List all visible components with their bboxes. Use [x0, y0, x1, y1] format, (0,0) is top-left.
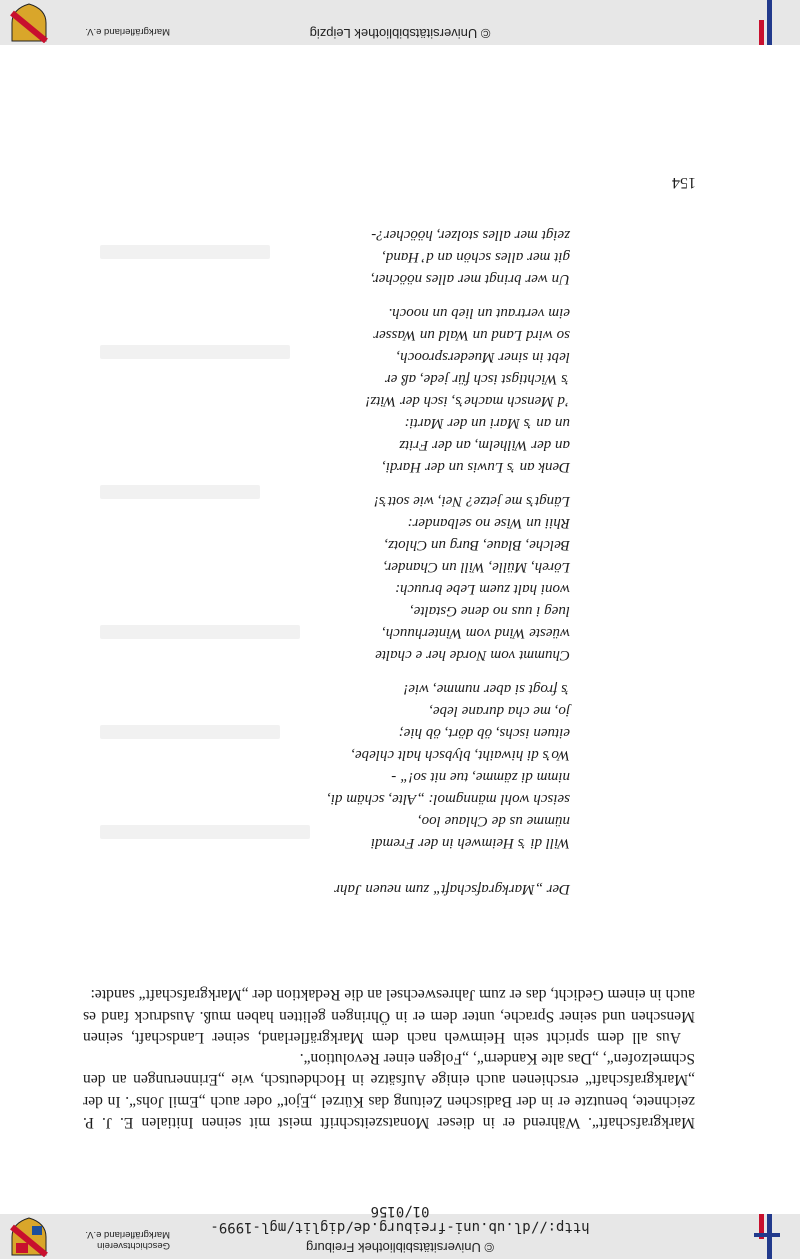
coat-of-arms-icon — [10, 1217, 48, 1257]
paragraph: Aus all dem spricht sein Heimweh nach dem Markgräflerland, seiner Landschaft, seinen Menschen und seiner Sprache, unter dem er in Öhringen gelitten haben muß. Ausdruck fand es auch in einem Gedicht, das er zum Jahreswechsel an die Redaktion der „Markgrafschaft“ sandte: — [83, 986, 695, 1046]
source-url-link[interactable]: http://dl.ub.uni-freiburg.de/diglit/mgl-1999-01/0156 — [210, 1203, 590, 1235]
society-name: Markgräflerland e.V. — [85, 26, 170, 37]
poem-line: Un wer bringt mer alles nööcher, — [370, 271, 570, 287]
bleed-through — [100, 485, 260, 499]
poem-line: eituen ischs, öb dört, öb hie; — [398, 725, 570, 741]
poem-line: Längt’s me jetze? Nei, wie sott’s! — [373, 493, 570, 509]
poem-line: Wo’s di hiwaiht, blybsch halt chlebe, — [351, 747, 570, 763]
poem-line: Belche, Blaue, Burg un Chlotz, — [384, 537, 570, 553]
poem-line: so wird Land un Wald un Wasser — [373, 327, 570, 343]
poem-line: lueg i uus no dene Gstalte, — [410, 603, 570, 619]
bleed-through — [100, 625, 300, 639]
bleed-through — [100, 825, 310, 839]
poem-line: seisch wohl männgmol: „Alte, schäm di, — [327, 791, 570, 807]
poem-line: zeigt mer alles stolzer, hööcher?- — [371, 227, 570, 243]
article-text — [83, 984, 695, 1133]
poem-line: Denk an ’s Luwis un der Hardi, — [382, 459, 570, 475]
poem-line: Löreh, Mülle, Will un Chander, — [383, 559, 570, 575]
society-name: Geschichtsverein Markgräflerland e.V. — [85, 1229, 170, 1251]
poem-line: un an ’s Mari un der Marti: — [404, 415, 570, 431]
header-banner — [0, 1203, 800, 1259]
university-logo-icon — [752, 1214, 782, 1259]
university-logo-icon — [752, 0, 782, 45]
copyright-line: © Universitätsbibliothek Freiburg — [305, 1240, 495, 1255]
poem-line: nimm di zämme, tue nit so!“ - — [391, 769, 570, 785]
poem-line: wüeste Wind vom Winterhuuch, — [381, 625, 570, 641]
poem-line: ’s Wichtigst isch für jede, aß er — [384, 371, 570, 387]
poem-line: Chummt vom Norde her e chalte — [375, 647, 570, 663]
poem-line: lebt in siner Muedersprooch, — [396, 349, 570, 365]
coat-of-arms-icon — [10, 3, 48, 43]
paragraph: Markgrafschaft“. Während er in dieser Monatszeitschrift meist mit seinen Initialen E. J. P. zeichnete, benutzte er in der Badischen Zeitung das Kürzel „Ejot“ oder auch „Emil Johs“. In der „Markgrafschaft“ erschienen auch einige Aufsätze in Hochdeutsch, wie „Erinnerungen an den Schmelzofen“, „Das alte Kandern“, „Folgen einer Revolution“. — [83, 1050, 695, 1131]
poem-line: git mer alles schön an d’ Hand, — [382, 249, 570, 265]
poem-line: nümme us de Chlaue loo, — [417, 813, 570, 829]
bleed-through — [100, 345, 290, 359]
poem-line: jo, me cha durane lebe, — [429, 703, 570, 719]
page-number: 154 — [672, 174, 696, 191]
poem-line: an der Wilhelm, an der Fritz — [399, 437, 570, 453]
footer-banner — [0, 0, 800, 45]
poem-line: ’d Mensch mache’s, isch der Witz! — [365, 393, 570, 409]
poem-line: eim vertraut un lieb un nooch. — [388, 305, 570, 321]
copyright-line: © Universitätsbibliothek Leipzig — [309, 26, 491, 41]
poem-line: Rhii un Wise no selbander: — [407, 515, 570, 531]
bleed-through — [100, 725, 280, 739]
poem-title: Der „Markgrafschaft“ zum neuen Jahr — [334, 881, 570, 897]
poem-line: woni halt zuem Lebe bruuch: — [395, 581, 570, 597]
bleed-through — [100, 245, 270, 259]
poem-line: ’s frogt si aber numme, wie! — [403, 681, 570, 697]
poem-line: Will di ’s Heimweh in der Fremdi — [370, 835, 570, 851]
